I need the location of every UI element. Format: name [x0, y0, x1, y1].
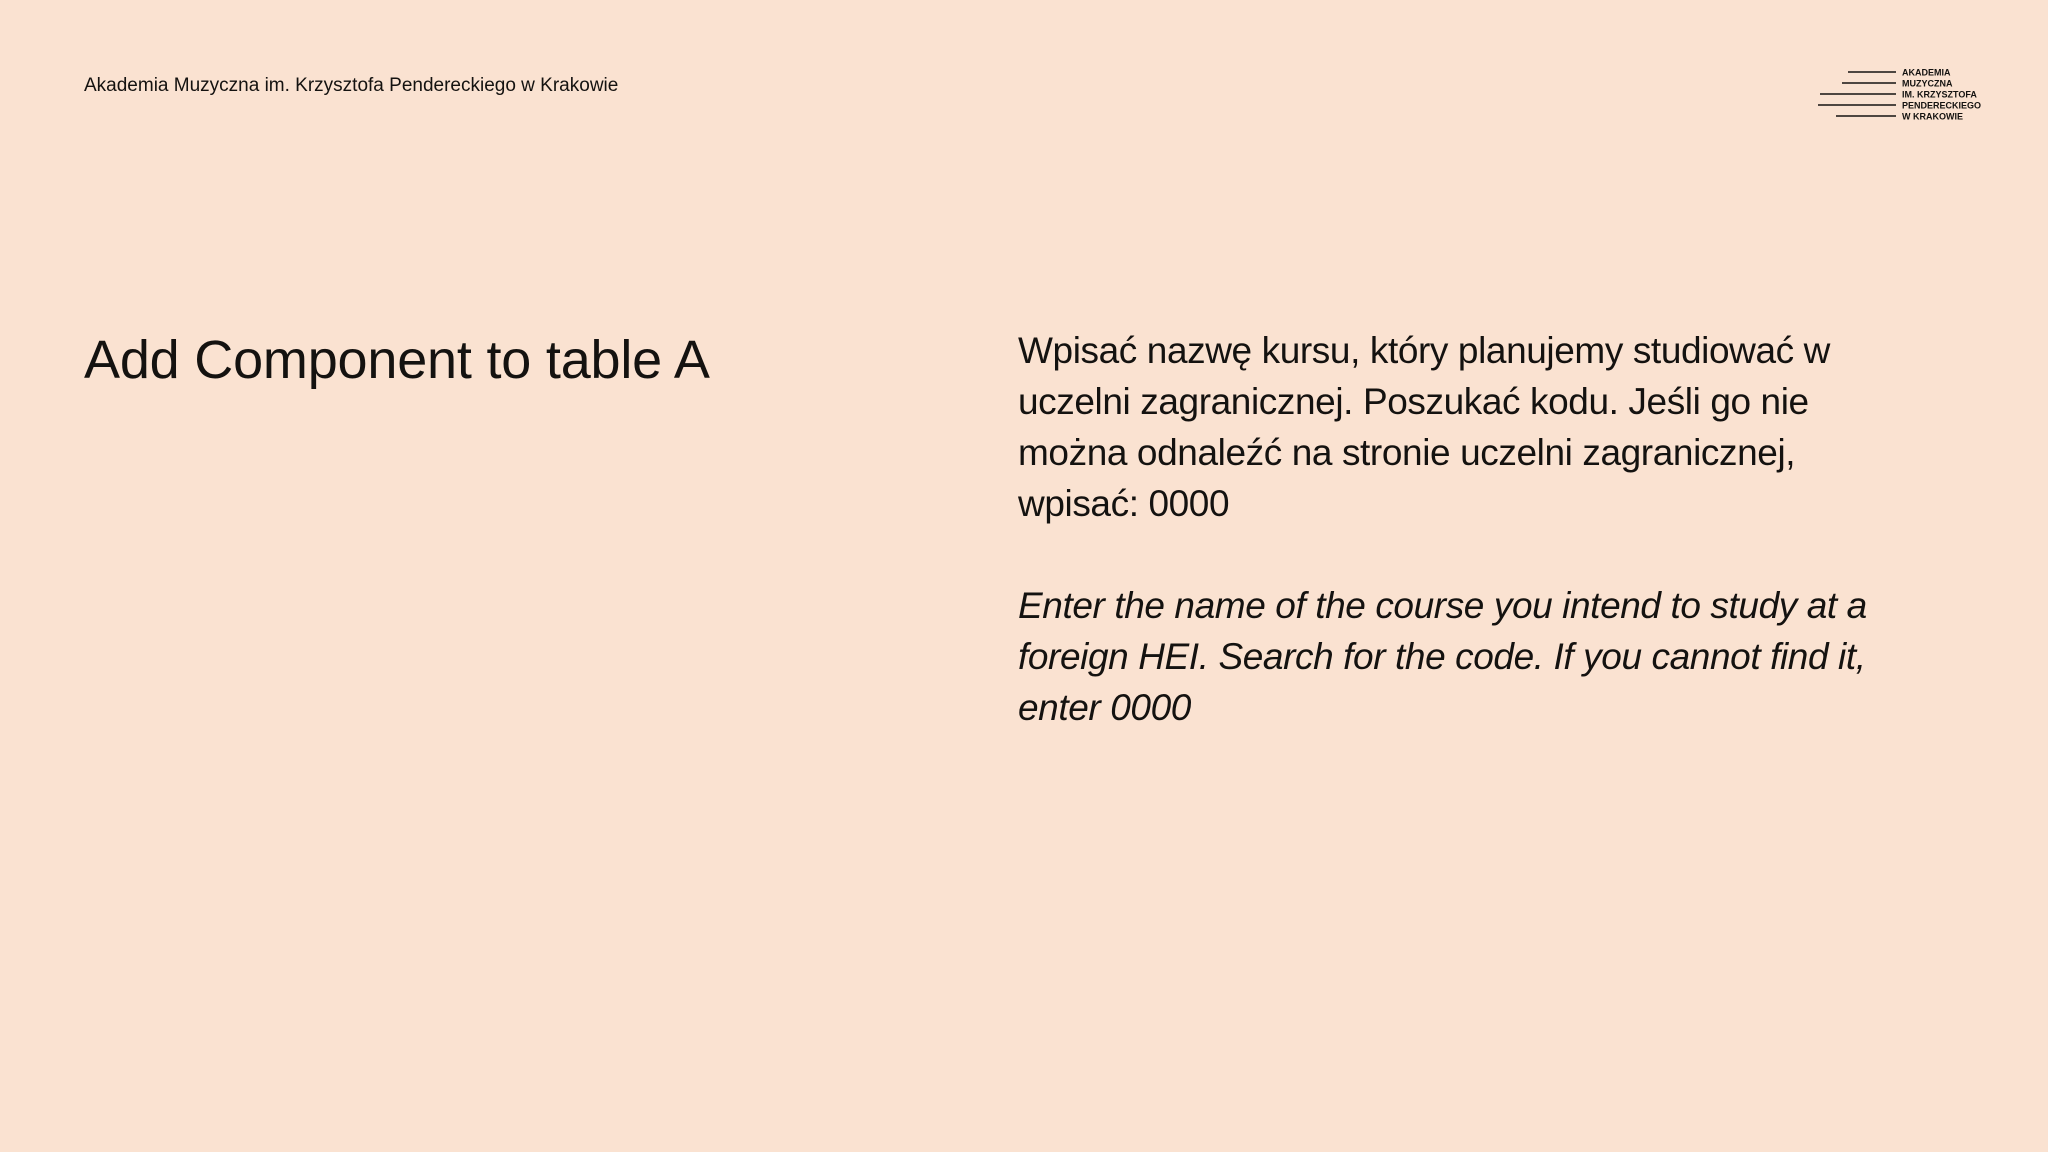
slide-title: Add Component to table A: [84, 330, 710, 390]
instructions-english: Enter the name of the course you intend to study at a foreign HEI. Search for the code. If you cannot find it, enter 0000: [1018, 585, 1867, 728]
instructions-polish: Wpisać nazwę kursu, który planujemy studiować w uczelni zagranicznej. Poszukać kodu. Jeśli go nie można odnaleźć na stronie uczelni zagranicznej, wpisać: 0000: [1018, 330, 1830, 524]
instructions-block: [1018, 325, 1918, 733]
institution-name: Akademia Muzyczna im. Krzysztofa Pendereckiego w Krakowie: [84, 75, 619, 96]
logo-line: W KRAKOWIE: [1902, 111, 1963, 122]
academy-logo: [1816, 66, 1996, 126]
logo-line: PENDERECKIEGO: [1902, 100, 1982, 111]
logo-line: AKADEMIA: [1902, 67, 1951, 78]
logo-line: MUZYCZNA: [1902, 78, 1953, 89]
logo-line: IM. KRZYSZTOFA: [1902, 89, 1977, 100]
